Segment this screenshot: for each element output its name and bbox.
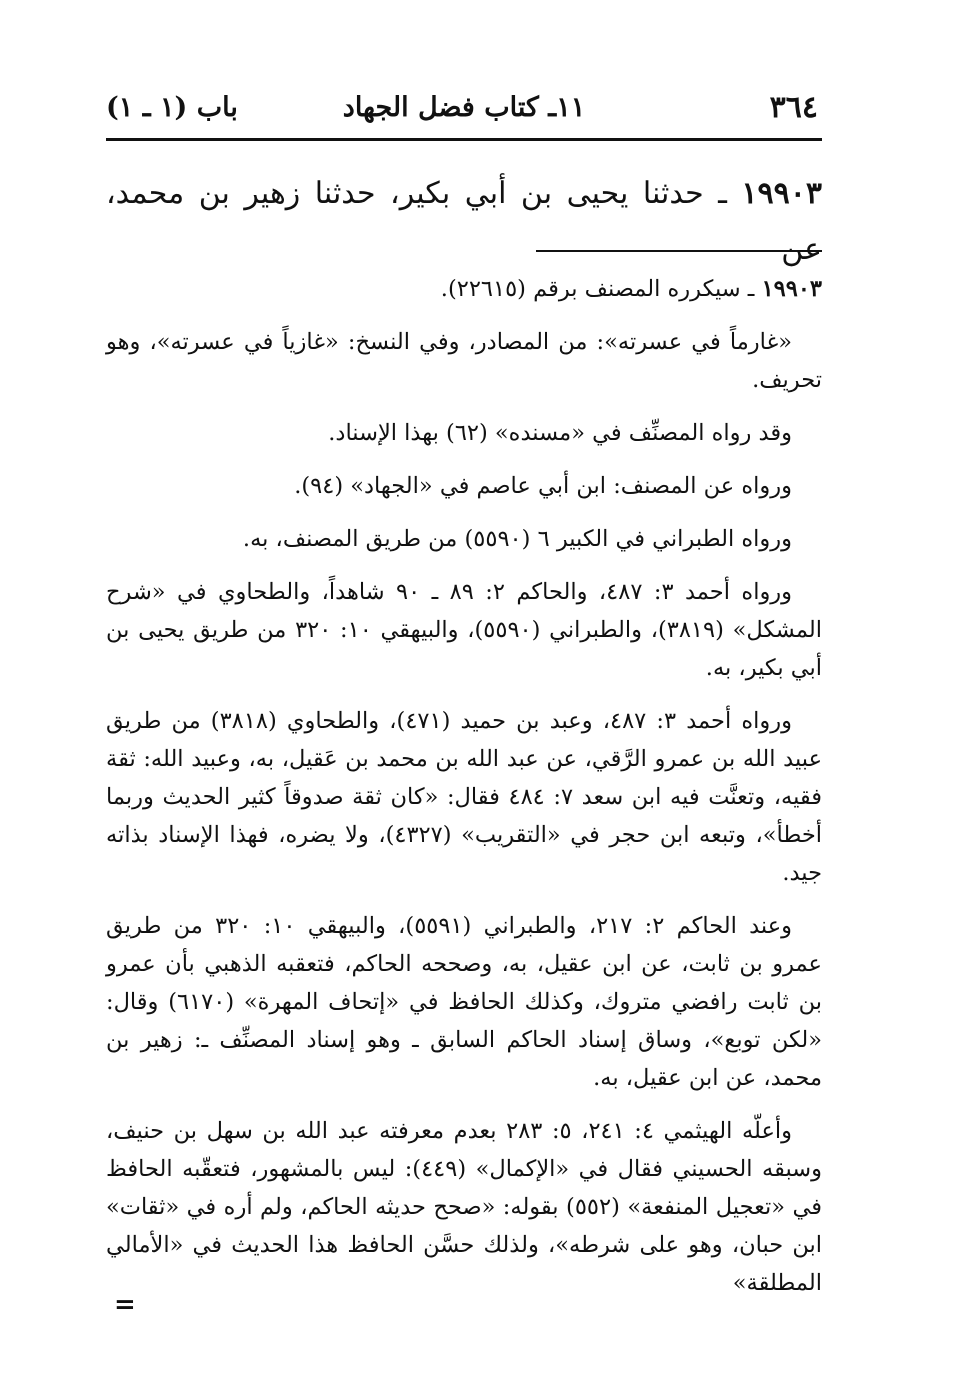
footnote-paragraph: ورواه أحمد ٣: ٤٨٧، والحاكم ٢: ٨٩ ـ ٩٠ شاهداً، والطحاوي في «شرح المشكل» (٣٨١٩)، والطبراني (٥٥٩٠)، والبيهقي ١٠: ٣٢٠ من طريق يحيى بن أبي بكير، به. xyxy=(106,579,822,681)
footnote-paragraph: وقد رواه المصنِّف في «مسنده» (٦٢) بهذا الإسناد. xyxy=(328,420,792,446)
hadith-text xyxy=(106,166,822,278)
footnote-paragraph: ورواه الطبراني في الكبير ٦ (٥٥٩٠) من طريق المصنف، به. xyxy=(242,526,792,552)
running-header xyxy=(106,84,822,130)
footnote-separator xyxy=(536,250,822,252)
footnote-paragraph: ١٩٩٠٣ ـ سيكرره المصنف برقم (٢٢٦١٥). xyxy=(440,276,822,302)
hadith-number: ١٩٩٠٣ xyxy=(741,176,822,211)
footnotes xyxy=(106,270,822,1317)
footnote-paragraph: «غارماً في عسرته»: من المصادر، وفي النسخ: «غازياً في عسرته»، وهو تحريف. xyxy=(106,329,822,393)
footnote-number: ١٩٩٠٣ xyxy=(761,276,822,302)
footnote-paragraph: ورواه أحمد ٣: ٤٨٧، وعبد بن حميد (٤٧١)، والطحاوي (٣٨١٨) من طريق عبيد الله بن عمرو الرَّقي، عن عبد الله بن محمد بن عَقيل، به، وعبيد الله: ثقة فقيه، وتعنَّت فيه ابن سعد ٧: ٤٨٤ فقال: «كان ثقة صدوقاً كثير الحديث وربما أخطأ»، وتبعه ابن حجر في «التقريب» (٤٣٢٧)، ولا يضره، فهذا الإسناد بذاته جيد. xyxy=(106,708,822,886)
header-rule xyxy=(106,138,822,141)
footnote-paragraph: ورواه عن المصنف: ابن أبي عاصم في «الجهاد» (٩٤). xyxy=(294,473,792,499)
continuation-mark: = xyxy=(114,1290,136,1320)
hadith-body: ـ حدثنا يحيى بن أبي بكير، حدثنا زهير بن محمد، عن xyxy=(106,176,822,267)
footnote-paragraph: وعند الحاكم ٢: ٢١٧، والطبراني (٥٥٩١)، والبيهقي ١٠: ٣٢٠ من طريق عمرو بن ثابت، عن ابن عقيل، به، وصححه الحاكم، فتعقبه الذهبي بأن عمرو بن ثابت رافضي متروك، وكذلك الحافظ في «إتحاف المهرة» (٦١٧٠) وقال: «لكن توبع»، وساق إسناد الحاكم السابق ـ وهو إسناد المصنِّف ـ: زهير بن محمد، عن ابن عقيل، به. xyxy=(106,913,822,1091)
section-label: باب (١ ـ ١) xyxy=(106,92,238,123)
chapter-title: ١١ـ كتاب فضل الجهاد xyxy=(342,92,586,123)
footnote-paragraph: وأعلّه الهيثمي ٤: ٢٤١، ٥: ٢٨٣ بعدم معرفته عبد الله بن سهل بن حنيف، وسبقه الحسيني فقال في «الإكمال» (٤٤٩): ليس بالمشهور، فتعقّبه الحافظ في «تعجيل المنفعة» (٥٥٢) بقوله: «صحح حديثه الحاكم، ولم أره في «ثقات» ابن حبان، وهو على شرطه»، ولذلك حسَّن الحافظ هذا الحديث في «الأمالي المطلقة» xyxy=(106,1118,822,1296)
page-number: ٣٦٤ xyxy=(769,90,818,125)
